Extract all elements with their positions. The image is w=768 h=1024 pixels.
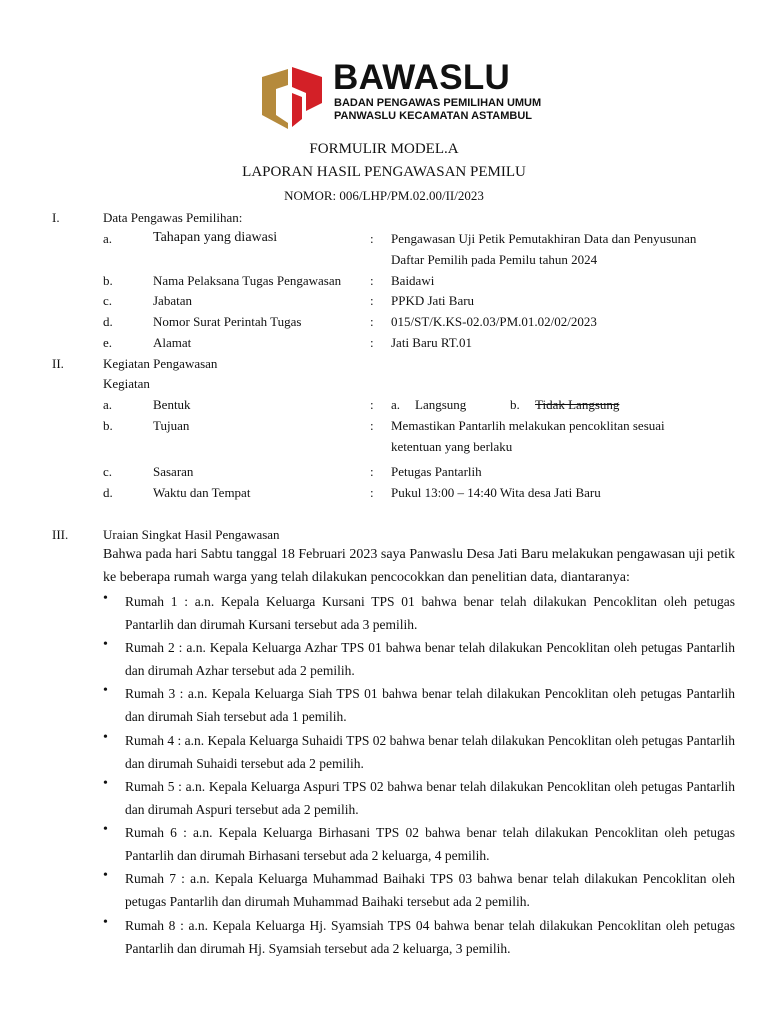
list-item-text: Rumah 7 : a.n. Kepala Keluarga Muhammad Baihaki TPS 03 bahwa benar telah dilakukan Pencoklitan oleh petugas Pantarlih dan dirumah Muhammad Baihaki tersebut ada 2 pemilih. [125, 871, 735, 909]
row-letter: b. [103, 273, 113, 288]
row-value: Petugas Pantarlih [391, 464, 482, 479]
row-value: 015/ST/K.KS-02.03/PM.01.02/02/2023 [391, 314, 597, 329]
row-separator: : [370, 485, 374, 500]
bullet-icon: • [103, 730, 108, 745]
row-separator: : [370, 314, 374, 329]
row-letter: d. [103, 314, 113, 329]
row-label: Waktu dan Tempat [153, 485, 251, 500]
row-separator: : [370, 397, 374, 412]
brand-subtitle-1: BADAN PENGAWAS PEMILIHAN UMUM [334, 97, 542, 109]
row-label: Sasaran [153, 464, 194, 479]
bullet-icon: • [103, 822, 108, 837]
row-separator: : [370, 293, 374, 308]
row-separator: : [370, 418, 374, 433]
row-separator: : [370, 335, 374, 350]
list-item-text: Rumah 2 : a.n. Kepala Keluarga Azhar TPS 01 bahwa benar telah dilakukan Pencoklitan oleh petugas Pantarlih dan dirumah Azhar tersebut ada 2 pemilih. [125, 640, 735, 678]
row-value: Jati Baru RT.01 [391, 335, 472, 350]
section-2-heading: Kegiatan Pengawasan [103, 356, 218, 371]
row-separator: : [370, 273, 374, 288]
row-value: Pukul 13:00 – 14:40 Wita desa Jati Baru [391, 485, 601, 500]
row-label: Tujuan [153, 418, 190, 433]
row-value: Baidawi [391, 273, 435, 288]
row-letter: e. [103, 335, 113, 350]
row-letter: d. [103, 485, 113, 500]
section-3-number: III. [52, 527, 69, 542]
list-item-text: Rumah 1 : a.n. Kepala Keluarga Kursani TPS 01 bahwa benar telah dilakukan Pencoklitan oleh petugas Pantarlih dan dirumah Kursani tersebut ada 3 pemilih. [125, 594, 735, 632]
row-value-cont: Daftar Pemilih pada Pemilu tahun 2024 [391, 252, 598, 267]
bullet-icon: • [103, 683, 108, 698]
section-2-subheading: Kegiatan [103, 376, 150, 391]
row-label: Alamat [153, 335, 192, 350]
row-separator: : [370, 464, 374, 479]
section-2-number: II. [52, 356, 64, 371]
row-label: Nama Pelaksana Tugas Pengawasan [153, 273, 342, 288]
row-letter: a. [103, 397, 113, 412]
bawaslu-emblem-icon [258, 63, 326, 129]
list-item-text: Rumah 4 : a.n. Kepala Keluarga Suhaidi TPS 02 bahwa benar telah dilakukan Pencoklitan oleh petugas Pantarlih dan dirumah Suhaidi tersebut ada 2 pemilih. [125, 733, 735, 771]
form-title: FORMULIR MODEL.A [309, 141, 459, 157]
row-separator: : [370, 231, 374, 246]
list-item-text: Rumah 3 : a.n. Kepala Keluarga Siah TPS 01 bahwa benar telah dilakukan Pencoklitan oleh petugas Pantarlih dan dirumah Siah tersebut ada 1 pemilih. [125, 686, 735, 724]
row-value: PPKD Jati Baru [391, 293, 475, 308]
list-item-text: Rumah 8 : a.n. Kepala Keluarga Hj. Syamsiah TPS 04 bahwa benar telah dilakukan Pencoklitan oleh petugas Pantarlih dan dirumah Hj. Syamsiah tersebut ada 2 keluarga, 3 pemilih. [125, 918, 735, 956]
bullet-icon: • [103, 776, 108, 791]
row-label: Tahapan yang diawasi [153, 230, 278, 245]
bullet-icon: • [103, 868, 108, 883]
bullet-icon: • [103, 637, 108, 652]
bullet-icon: • [103, 591, 108, 606]
brand-subtitle-2: PANWASLU KECAMATAN ASTAMBUL [334, 110, 532, 122]
row-letter: c. [103, 464, 113, 479]
option-langsung: Langsung [415, 397, 467, 412]
section-1-heading: Data Pengawas Pemilihan: [103, 210, 243, 225]
option-tidak-langsung: Tidak Langsung [535, 397, 620, 412]
option-a-letter: a. [391, 397, 401, 412]
row-letter: c. [103, 293, 113, 308]
list-item-text: Rumah 5 : a.n. Kepala Keluarga Aspuri TPS 02 bahwa benar telah dilakukan Pencoklitan oleh petugas Pantarlih dan dirumah Aspuri tersebut ada 2 pemilih. [125, 779, 735, 817]
section-1-number: I. [52, 210, 60, 225]
report-number: NOMOR: 006/LHP/PM.02.00/II/2023 [284, 188, 484, 203]
section-3-intro: Bahwa pada hari Sabtu tanggal 18 Februari 2023 saya Panwaslu Desa Jati Baru melakukan pengawasan uji petik ke beberapa rumah warga yang telah dilakukan pencocokkan dan penelitian data, diantaranya: [103, 547, 735, 585]
row-value: Memastikan Pantarlih melakukan pencoklitan sesuai [391, 418, 665, 433]
list-item-text: Rumah 6 : a.n. Kepala Keluarga Birhasani TPS 02 bahwa benar telah dilakukan Pencoklitan oleh petugas Pantarlih dan dirumah Birhasani tersebut ada 2 keluarga, 4 pemilih. [125, 825, 735, 863]
row-value-cont: ketentuan yang berlaku [391, 439, 513, 454]
option-b-letter: b. [510, 397, 520, 412]
row-label: Jabatan [153, 293, 192, 308]
brand-name: BAWASLU [333, 58, 511, 97]
bullet-icon: • [103, 915, 108, 930]
row-label: Bentuk [153, 397, 191, 412]
section-3-heading: Uraian Singkat Hasil Pengawasan [103, 527, 280, 542]
row-letter: b. [103, 418, 113, 433]
row-letter: a. [103, 231, 113, 246]
row-label: Nomor Surat Perintah Tugas [153, 314, 302, 329]
row-value: Pengawasan Uji Petik Pemutakhiran Data dan Penyusunan [391, 231, 697, 246]
report-title: LAPORAN HASIL PENGAWASAN PEMILU [242, 164, 526, 180]
